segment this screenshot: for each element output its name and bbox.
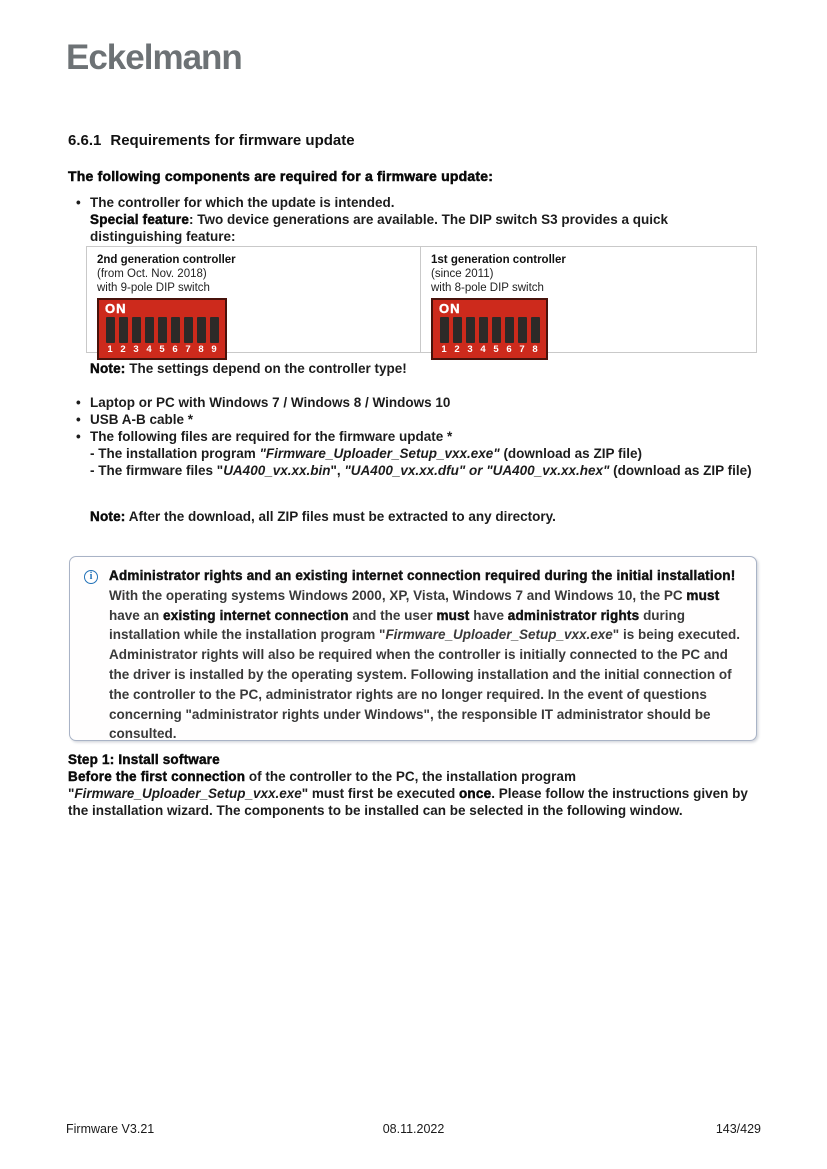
usb-bullet-text: USB A-B cable * — [90, 412, 194, 427]
bullet-icon: • — [76, 412, 81, 427]
firmware-files-line — [76, 462, 758, 479]
page-footer — [66, 1122, 761, 1136]
dip-pole-1 — [105, 317, 115, 355]
dip-slot-icon — [132, 317, 141, 343]
infobox-run: have — [469, 607, 508, 623]
infobox-run: during installation while the installation program " — [109, 607, 686, 643]
infobox-run: " is being executed. Administrator rights will also be required when the controller is initially connected to the PC and the driver is installed by the operating system. Following installation and the initial connection of the controller to the PC, administrator rights are no longer required. In the event of questions concerning "administrator rights under Windows", the responsible IT administrator should be consulted. — [109, 627, 740, 742]
note-text: The settings depend on the controller type! — [125, 361, 407, 376]
step1-filename: Firmware_Uploader_Setup_vxx.exe — [74, 786, 302, 801]
gen1-switch-info: with 8-pole DIP switch — [431, 282, 544, 294]
step1-emph: once — [458, 786, 492, 801]
note-extract-zip — [90, 508, 740, 525]
note-controller-type — [90, 360, 730, 377]
dip-pole-number: 4 — [480, 344, 486, 355]
firmware-files-pre: - The firmware files " — [90, 463, 224, 478]
dip-pole-9 — [209, 317, 219, 355]
dip-slot-icon — [492, 317, 501, 343]
dip-pole-3 — [465, 317, 475, 355]
dip-slot-icon — [158, 317, 167, 343]
controller-generation-table — [86, 246, 757, 353]
dip-slot-icon — [440, 317, 449, 343]
dip-pole-number: 8 — [198, 344, 204, 355]
note-text: After the download, all ZIP files must be extracted to any directory. — [125, 509, 556, 524]
controller-bullet — [76, 194, 754, 245]
dip-switch-9pole — [97, 298, 227, 360]
dip-pole-number: 5 — [493, 344, 499, 355]
dip-slots — [105, 317, 219, 355]
infobox-emph: must — [686, 587, 720, 603]
dip-switch-8pole — [431, 298, 548, 360]
step1-run: " must first be executed — [301, 786, 459, 801]
section-title: Requirements for firmware update — [110, 132, 355, 149]
section-heading — [68, 132, 355, 149]
info-icon: i — [84, 570, 98, 584]
gen2-date: (from Oct. Nov. 2018) — [97, 268, 207, 280]
infobox-run: and the user — [348, 607, 437, 623]
installer-file-post: (download as ZIP file) — [499, 446, 642, 461]
dip-pole-7 — [183, 317, 193, 355]
dip-pole-number: 1 — [107, 344, 113, 355]
dip-pole-number: 5 — [159, 344, 165, 355]
dip-pole-4 — [144, 317, 154, 355]
dip-slot-icon — [505, 317, 514, 343]
infobox-emph: existing internet connection — [163, 607, 349, 623]
dip-pole-1 — [439, 317, 449, 355]
infobox-lead: Administrator rights and an existing internet connection required during the initial installation! — [109, 568, 736, 583]
infobox-run: have an — [109, 607, 164, 623]
infobox-text — [109, 566, 741, 744]
dip-pole-number: 1 — [441, 344, 447, 355]
installer-file-line — [76, 445, 758, 462]
dip-slot-icon — [171, 317, 180, 343]
note-label: Note: — [90, 509, 126, 524]
dip-pole-8 — [530, 317, 540, 355]
laptop-bullet-text: Laptop or PC with Windows 7 / Windows 8 / Windows 10 — [90, 395, 451, 410]
section-number: 6.6.1 — [68, 132, 102, 149]
dip-slot-icon — [479, 317, 488, 343]
dip-pole-6 — [170, 317, 180, 355]
eckelmann-logo: Eckelmann — [66, 38, 242, 77]
controller-bullet-text: The controller for which the update is intended. — [90, 195, 395, 210]
firmware-files-post: (download as ZIP file) — [609, 463, 752, 478]
dip-slot-icon — [106, 317, 115, 343]
dip-slots — [439, 317, 540, 355]
bullet-icon: • — [76, 395, 81, 410]
dip-pole-2 — [118, 317, 128, 355]
dip-slot-icon — [531, 317, 540, 343]
step1-title: Step 1: Install software — [68, 752, 220, 767]
step1-paragraph — [68, 768, 760, 819]
dip-slot-icon — [453, 317, 462, 343]
gen2-cell — [87, 247, 421, 355]
dip-slot-icon — [210, 317, 219, 343]
dip-pole-number: 7 — [185, 344, 191, 355]
dip-pole-4 — [478, 317, 488, 355]
files-bullet-text: The following files are required for the firmware update * — [90, 429, 453, 444]
gen1-date: (since 2011) — [431, 268, 494, 280]
dip-pole-5 — [491, 317, 501, 355]
gen2-title: 2nd generation controller — [97, 254, 236, 266]
step1-run: . Please follow the instructions given by the installation wizard. The components to be installed can be selected in the following window. — [68, 786, 748, 818]
dip-slot-icon — [119, 317, 128, 343]
dip-pole-number: 7 — [519, 344, 525, 355]
dip-slot-icon — [145, 317, 154, 343]
dip-pole-number: 4 — [146, 344, 152, 355]
installer-file-name: "Firmware_Uploader_Setup_vxx.exe" — [259, 446, 500, 461]
dip-pole-number: 3 — [133, 344, 139, 355]
bullet-icon: • — [76, 195, 81, 210]
special-feature-text: : Two device generations are available. The DIP switch S3 provides a quick distinguishing feature: — [90, 212, 668, 244]
gen1-title: 1st generation controller — [431, 254, 566, 266]
components-heading: The following components are required for a firmware update: — [68, 168, 494, 184]
dip-pole-number: 3 — [467, 344, 473, 355]
dip-slot-icon — [184, 317, 193, 343]
dip-slot-icon — [197, 317, 206, 343]
dip-pole-number: 8 — [532, 344, 538, 355]
dip-pole-number: 9 — [211, 344, 217, 355]
step1-run: of the controller to the PC, the installation program " — [68, 769, 576, 801]
dip-pole-3 — [131, 317, 141, 355]
step1-section — [68, 751, 760, 819]
note-label: Note: — [90, 361, 126, 376]
dip-slot-icon — [466, 317, 475, 343]
firmware-files-mid: ", — [330, 463, 345, 478]
step1-emph: Before the first connection — [68, 769, 246, 784]
special-feature-label: Special feature — [90, 212, 190, 227]
gen2-switch-info: with 9-pole DIP switch — [97, 282, 210, 294]
dip-pole-5 — [157, 317, 167, 355]
firmware-files-dfu-hex: "UA400_vx.xx.dfu" or "UA400_vx.xx.hex" — [344, 463, 610, 478]
footer-page-number: 143/429 — [715, 1122, 762, 1136]
admin-rights-infobox — [69, 556, 757, 741]
dip-pole-number: 6 — [172, 344, 178, 355]
infobox-filename: Firmware_Uploader_Setup_vxx.exe — [385, 627, 613, 643]
infobox-emph: must — [436, 607, 470, 623]
dip-pole-8 — [196, 317, 206, 355]
installer-file-pre: - The installation program — [90, 446, 260, 461]
footer-date: 08.11.2022 — [382, 1122, 445, 1136]
dip-pole-number: 2 — [454, 344, 460, 355]
footer-firmware-version: Firmware V3.21 — [66, 1122, 155, 1136]
dip-on-label: ON — [105, 301, 127, 316]
dip-pole-2 — [452, 317, 462, 355]
dip-pole-7 — [517, 317, 527, 355]
infobox-emph: administrator rights — [507, 607, 640, 623]
infobox-run: With the operating systems Windows 2000, XP, Vista, Windows 7 and Windows 10, the PC — [109, 587, 687, 603]
dip-slot-icon — [518, 317, 527, 343]
firmware-file-bin: UA400_vx.xx.bin — [223, 463, 331, 478]
dip-pole-number: 2 — [120, 344, 126, 355]
bullet-icon: • — [76, 429, 81, 444]
dip-pole-6 — [504, 317, 514, 355]
requirements-list — [76, 394, 758, 479]
dip-on-label: ON — [439, 301, 461, 316]
dip-pole-number: 6 — [506, 344, 512, 355]
gen1-cell — [421, 247, 756, 355]
